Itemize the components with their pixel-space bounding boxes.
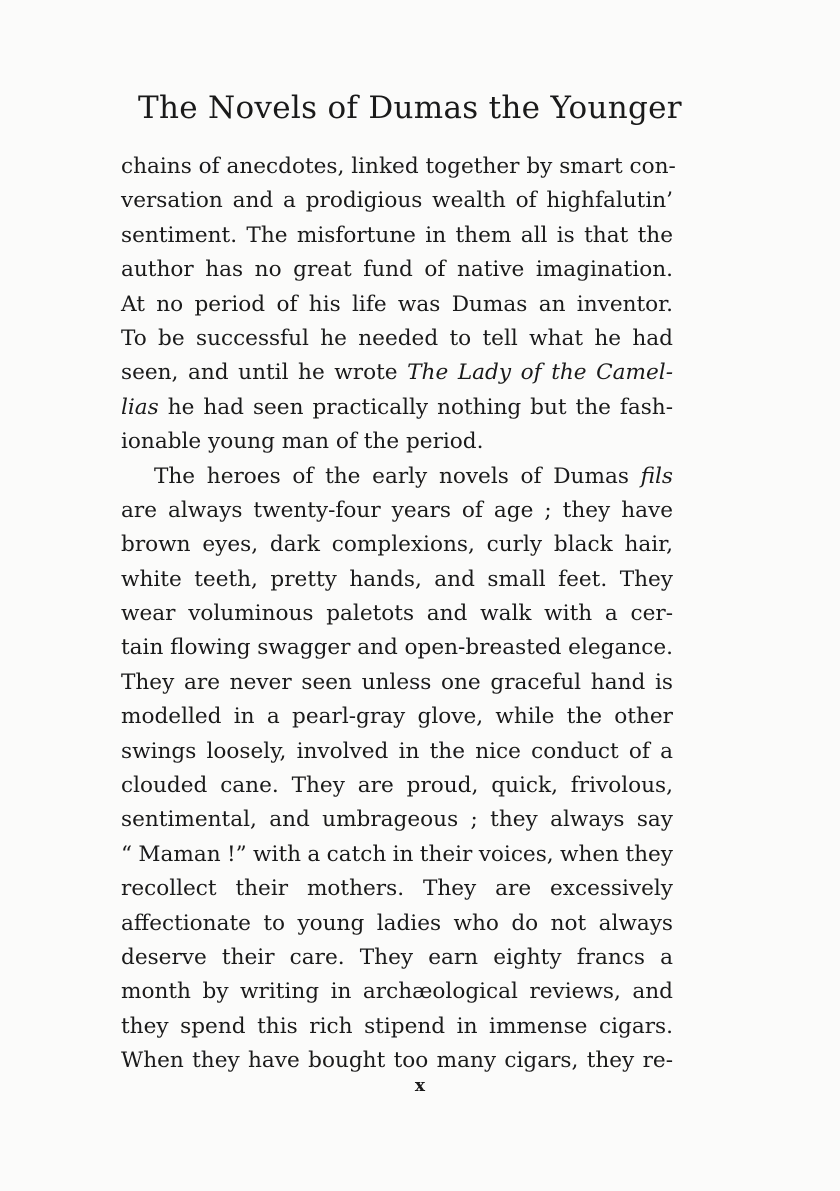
text-line: They are never seen unless one graceful hand is — [121, 669, 673, 695]
text-line: brown eyes, dark complexions, curly black hair, — [121, 532, 673, 558]
text-line: recollect their mothers. They are excessively — [121, 876, 673, 902]
text-line: When they have bought too many cigars, they re- — [121, 1048, 673, 1074]
text-line — [121, 460, 673, 494]
text-line: white teeth, pretty hands, and small feet. They — [121, 566, 673, 592]
running-head: The Novels of Dumas the Younger — [138, 90, 682, 126]
text-line: are always twenty-four years of age ; they have — [121, 497, 673, 523]
text-line: “ Maman !” with a catch in their voices, when they — [121, 841, 673, 867]
text-run: seen, and until he wrote — [121, 360, 408, 386]
book-title-italic: The Lady of the Camel- — [407, 360, 673, 386]
text-line: modelled in a pearl-gray glove, while the other — [121, 704, 673, 730]
text-line: To be successful he needed to tell what he had — [121, 325, 673, 351]
text-line: they spend this rich stipend in immense cigars. — [121, 1013, 673, 1039]
text-line: swings loosely, involved in the nice conduct of a — [121, 738, 673, 764]
text-line: sentimental, and umbrageous ; they always say — [121, 807, 673, 833]
text-line: affectionate to young ladies who do not always — [121, 910, 673, 936]
book-title-italic: lias — [121, 394, 159, 420]
text-line: sentiment. The misfortune in them all is that the — [121, 222, 673, 248]
text-line: author has no great fund of native imagination. — [121, 257, 673, 283]
text-line — [121, 391, 673, 425]
text-run: The heroes of the early novels of Dumas — [154, 463, 641, 489]
body-text — [121, 150, 676, 1079]
text-line: At no period of his life was Dumas an inventor. — [121, 291, 673, 317]
text-run: he had seen practically nothing but the fash- — [158, 394, 673, 420]
page-number: x — [414, 1076, 426, 1096]
text-line: tain flowing swagger and open-breasted elegance. — [121, 635, 673, 661]
text-line: chains of anecdotes, linked together by smart con- — [121, 154, 676, 179]
text-line: deserve their care. They earn eighty francs a — [121, 944, 673, 970]
text-line: versation and a prodigious wealth of highfalutin’ — [121, 188, 673, 214]
text-line: month by writing in archæological reviews, and — [121, 979, 673, 1005]
italic-word: fils — [640, 463, 673, 489]
text-line: clouded cane. They are proud, quick, frivolous, — [121, 773, 673, 799]
text-line — [121, 356, 673, 390]
text-line: ionable young man of the period. — [121, 429, 484, 455]
text-line: wear voluminous paletots and walk with a cer- — [121, 601, 673, 627]
